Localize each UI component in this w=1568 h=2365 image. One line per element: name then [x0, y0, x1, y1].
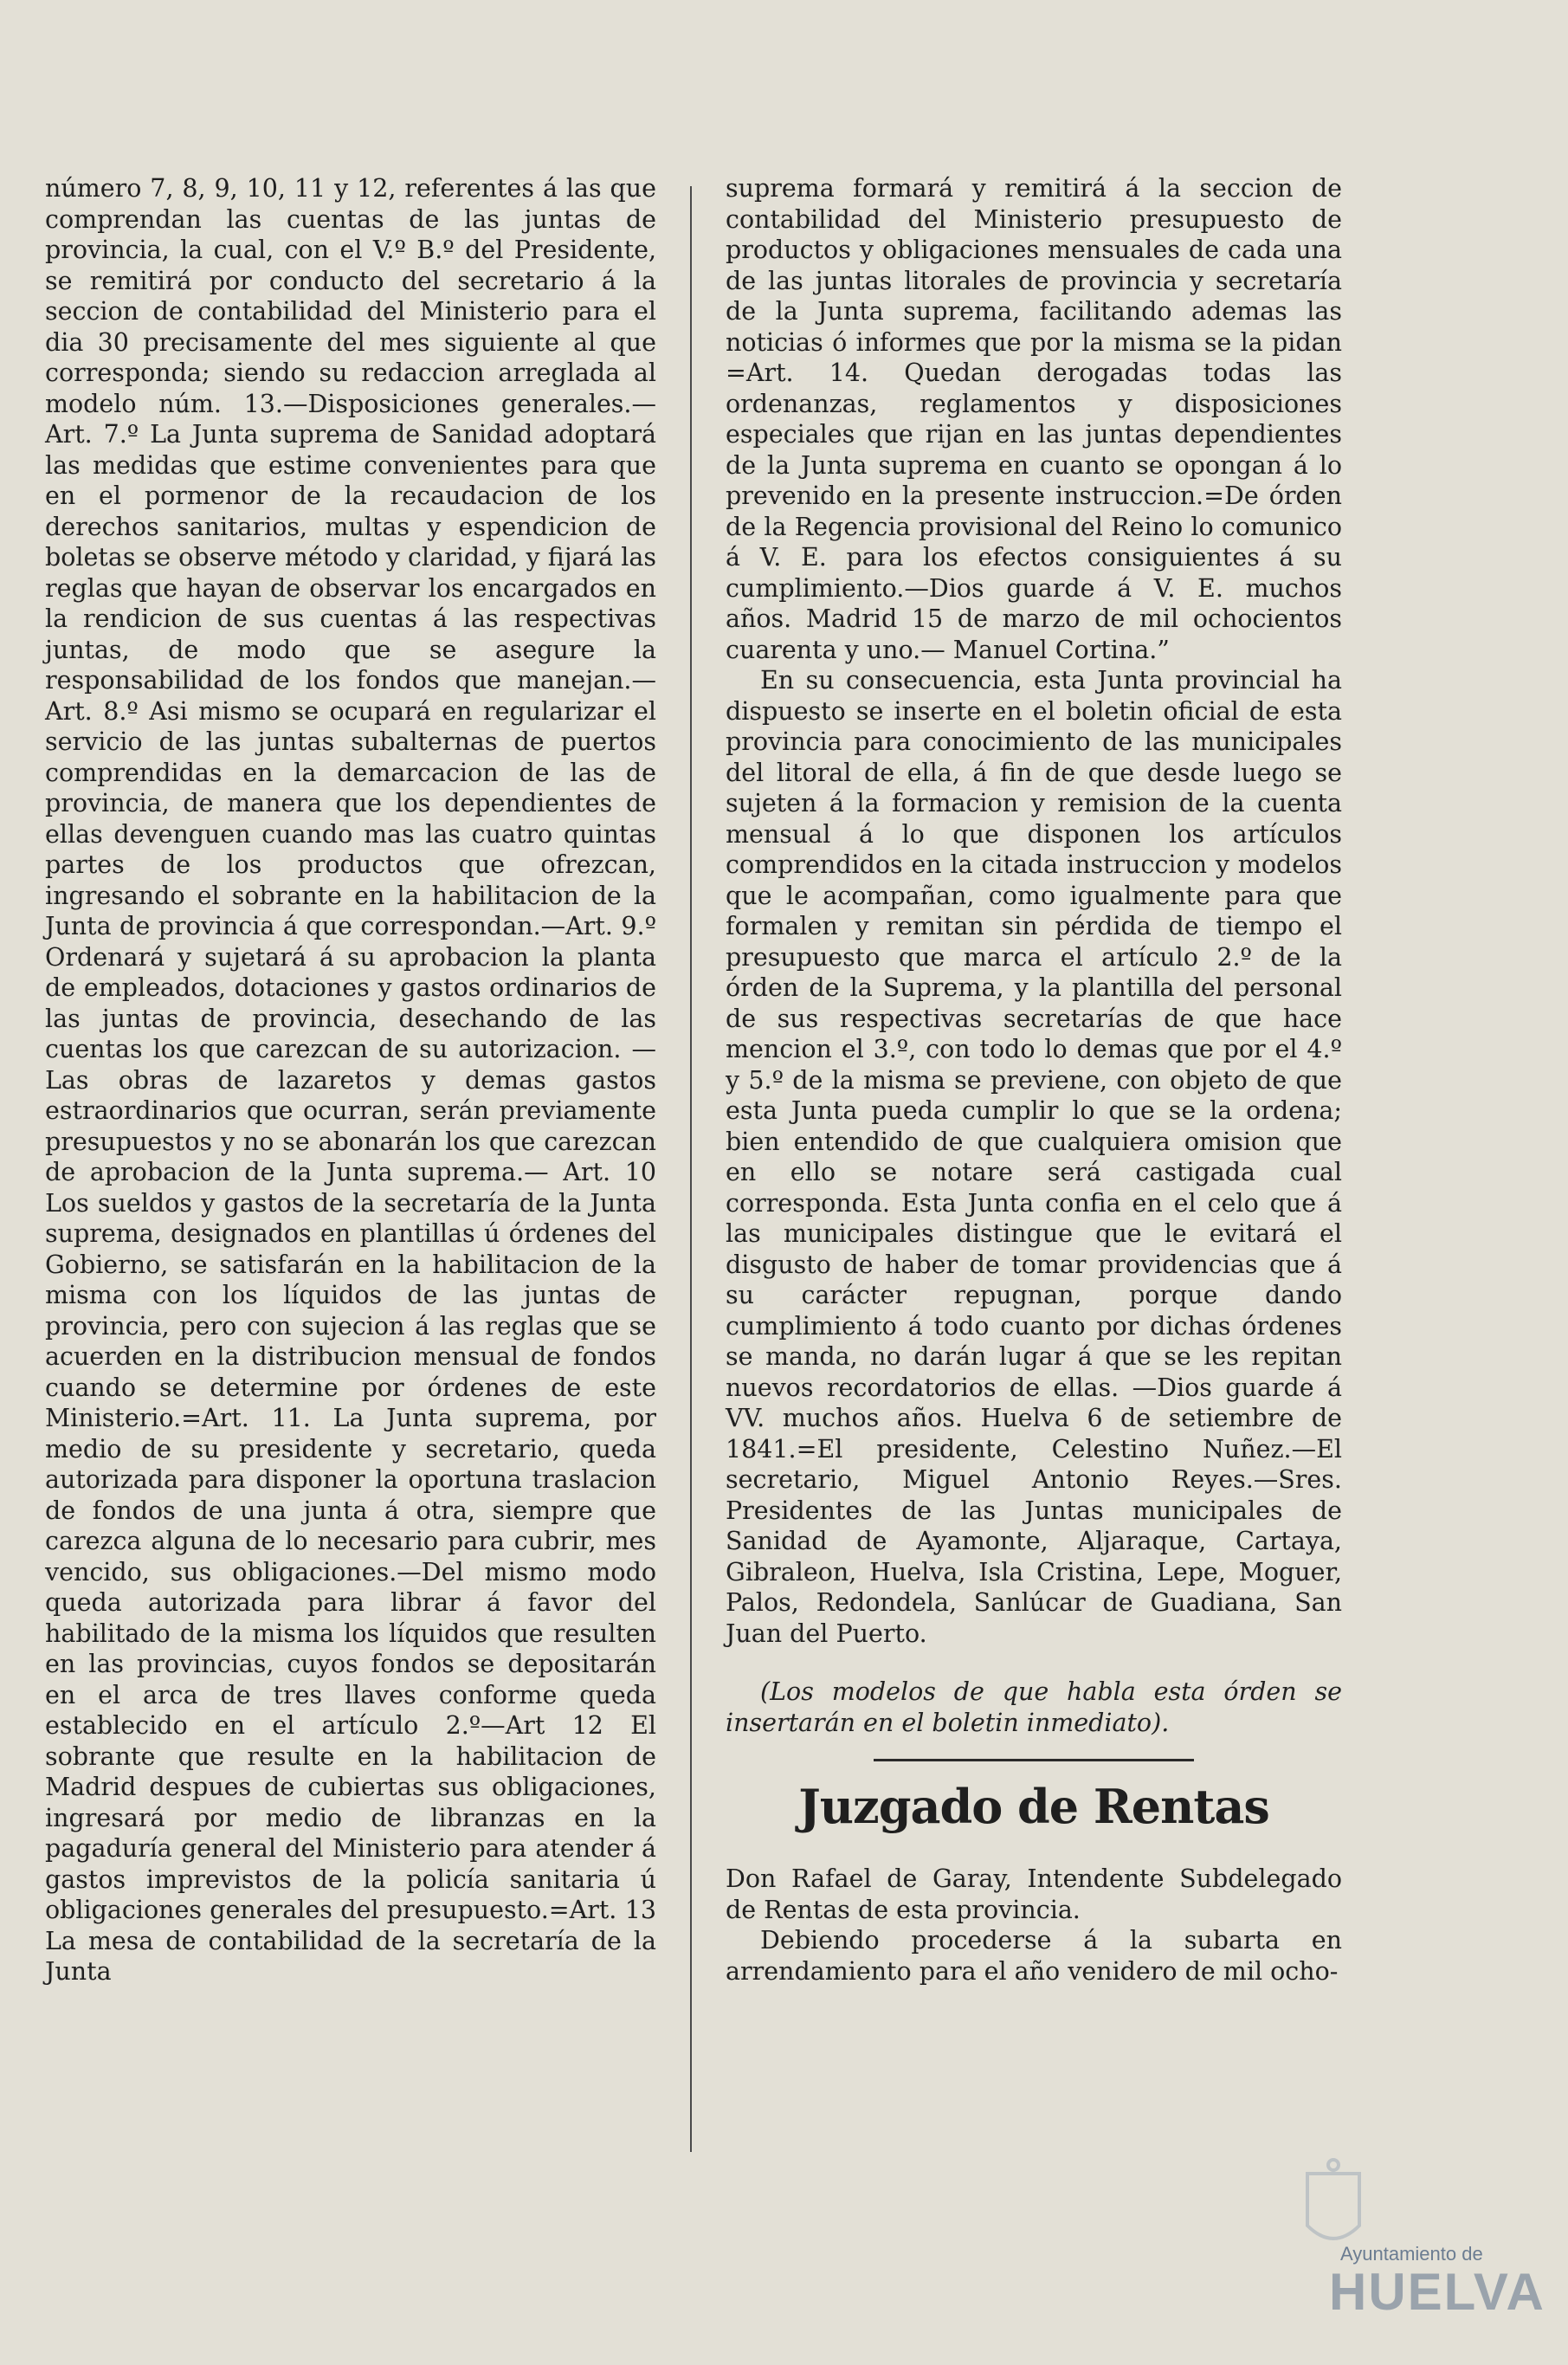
section-divider: [874, 1759, 1194, 1761]
section-heading: Juzgado de Rentas: [798, 1779, 1269, 1834]
left-column: [45, 173, 656, 1987]
right-column-paragraph-2: En su consecuencia, esta Junta provincial ha dispuesto se inserte en el boletin oficial de esta provincia para conocimiento de las municipales del litoral de ella, á fin de que desde luego se sujeten á la formacion y remision de la cuenta mensual á lo que disponen los artículos comprendidos en la citada instruccion y modelos que le acompañan, como igualmente para que formalen y remitan sin pérdida de tiempo el presupuesto que marca el artículo 2.º de la órden de la Suprema, y la plantilla del personal de sus respectivas secretarías de que hace mencion el 3.º, con todo lo demas que por el 4.º y 5.º de la misma se previene, con objeto de que esta Junta pueda cumplir lo que se la ordena; bien entendido de que cualquiera omision que en ello se notare será castigada cual corresponda. Esta Junta confia en el celo que á las municipales distingue que le evitará el disgusto de haber de tomar providencias que á su carácter repugnan, porque dando cumplimiento á todo cuanto por dichas órdenes se manda, no darán lugar á que se les repitan nuevos recordatorios de ellas. —Dios guarde á VV. muchos años. Huelva 6 de setiembre de 1841.=El presidente, Celestino Nuñez.—El secretario, Miguel Antonio Reyes.—Sres. Presidentes de las Juntas municipales de Sanidad de Ayamonte, Aljaraque, Cartaya, Gibraleon, Huelva, Isla Cristina, Lepe, Moguer, Palos, Redondela, Sanlúcar de Guadiana, San Juan del Puerto.: [726, 666, 1342, 1648]
models-note: (Los modelos de que habla esta órden se insertarán en el boletin inmediato).: [726, 1677, 1342, 1737]
right-column: [726, 173, 1342, 1987]
column-divider: [690, 186, 692, 2152]
right-column-paragraph-3: Don Rafael de Garay, Intendente Subdelegado de Rentas de esta provincia.: [726, 1864, 1342, 1924]
watermark-line-1: Ayuntamiento de: [1340, 2243, 1483, 2265]
right-column-paragraph-1: suprema formará y remitirá á la seccion de contabilidad del Ministerio presupuesto de productos y obligaciones mensuales de cada una de las juntas litorales de provincia y secretaría de la Junta suprema, facilitando ademas las noticias ó informes que por la misma se la pidan =Art. 14. Quedan derogadas todas las ordenanzas, reglamentos y disposiciones especiales que rijan en las juntas dependientes de la Junta suprema en cuanto se opongan á lo prevenido en la presente instruccion.=De órden de la Regencia provisional del Reino lo comunico á V. E. para los efectos consiguientes á su cumplimiento.—Dios guarde á V. E. muchos años. Madrid 15 de marzo de mil ochocientos cuarenta y uno.— Manuel Cortina.”: [726, 174, 1342, 664]
right-column-paragraph-4: Debiendo procederse á la subarta en arrendamiento para el año venidero de mil ocho-: [726, 1926, 1342, 1986]
left-column-text: número 7, 8, 9, 10, 11 y 12, referentes á las que comprendan las cuentas de las juntas de provincia, la cual, con el V.º B.º del Presidente, se remitirá por conducto del secretario á la seccion de contabilidad del Ministerio para el dia 30 precisamente del mes siguiente al que corresponda; siendo su redaccion arreglada al modelo núm. 13.—Disposiciones generales.—Art. 7.º La Junta suprema de Sanidad adoptará las medidas que estime convenientes para que en el pormenor de la recaudacion de los derechos sanitarios, multas y espendicion de boletas se observe método y claridad, y fijará las reglas que hayan de observar los encargados en la rendicion de sus cuentas á las respectivas juntas, de modo que se asegure la responsabilidad de los fondos que manejan.—Art. 8.º Asi mismo se ocupará en regularizar el servicio de las juntas subalternas de puertos comprendidas en la demarcacion de las de provincia, de manera que los dependientes de ellas devenguen cuando mas las cuatro quintas partes de los productos que ofrezcan, ingresando el sobrante en la habilitacion de la Junta de provincia á que correspondan.—Art. 9.º Ordenará y sujetará á su aprobacion la planta de empleados, dotaciones y gastos ordinarios de las juntas de provincia, desechando de las cuentas los que carezcan de su autorizacion. —Las obras de lazaretos y demas gastos estraordinarios que ocurran, serán previamente presupuestos y no se abonarán los que carezcan de aprobacion de la Junta suprema.— Art. 10 Los sueldos y gastos de la secretaría de la Junta suprema, designados en plantillas ú órdenes del Gobierno, se satisfarán en la habilitacion de la misma con los líquidos de las juntas de provincia, pero con sujecion á las reglas que se acuerden en la distribucion mensual de fondos cuando se determine por órdenes de este Ministerio.=Art. 11. La Junta suprema, por medio de su presidente y secretario, queda autorizada para disponer la oportuna traslacion de fondos de una junta á otra, siempre que carezca alguna de lo necesario para cubrir, mes vencido, sus obligaciones.—Del mismo modo queda autorizada para librar á favor del habilitado de la misma los líquidos que resulten en las provincias, cuyos fondos se depositarán en el arca de tres llaves conforme queda establecido en el artículo 2.º—Art 12 El sobrante que resulte en la habilitacion de Madrid despues de cubiertas sus obligaciones, ingresará por medio de libranzas en la pagaduría general del Ministerio para atender á gastos imprevistos de la policía sanitaria ú obligaciones generales del presupuesto.=Art. 13 La mesa de contabilidad de la secretaría de la Junta: [45, 174, 656, 1986]
watermark-line-2: HUELVA: [1329, 2263, 1545, 2321]
